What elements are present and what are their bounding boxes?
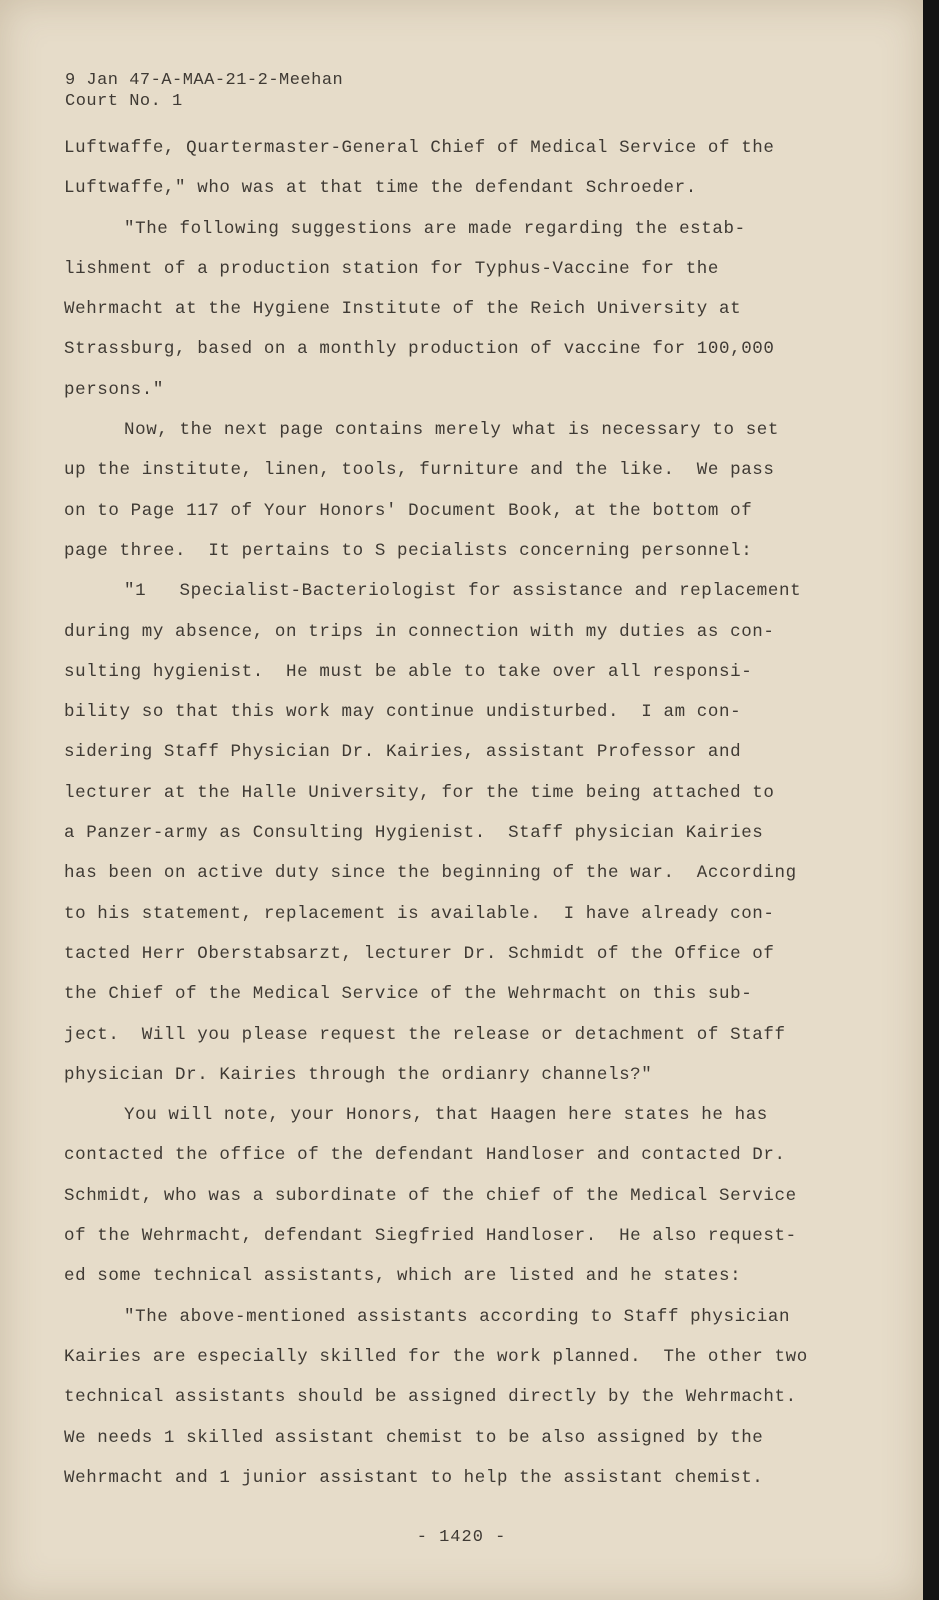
header-court-line: Court No. 1 <box>65 92 183 111</box>
text-line: Luftwaffe, Quartermaster-General Chief of Medical Service of the <box>64 138 775 158</box>
text-line: You will note, your Honors, that Haagen here states he has <box>124 1105 768 1126</box>
text-line: "The above-mentioned assistants according to Staff physician <box>124 1306 791 1327</box>
text-line: contacted the office of the defendant Handloser and contacted Dr. <box>64 1145 786 1166</box>
text-line: up the institute, linen, tools, furniture and the like. We pass <box>64 460 775 481</box>
text-line: to his statement, replacement is available. I have already con- <box>64 903 775 924</box>
text-line: persons." <box>64 379 164 400</box>
text-line: Strassburg, based on a monthly production of vaccine for 100,000 <box>64 339 775 360</box>
document-header <box>65 70 343 112</box>
text-line: has been on active duty since the beginning of the war. According <box>64 863 797 884</box>
text-line: physician Dr. Kairies through the ordianry channels?" <box>64 1064 653 1085</box>
text-line: page three. It pertains to S pecialists concerning personnel: <box>64 540 753 561</box>
page-number: - 1420 - <box>416 1528 507 1547</box>
text-line: We needs 1 skilled assistant chemist to be also assigned by the <box>64 1427 764 1448</box>
text-line: of the Wehrmacht, defendant Siegfried Handloser. He also request- <box>64 1226 797 1247</box>
text-line: during my absence, on trips in connection with my duties as con- <box>64 621 775 642</box>
text-line: technical assistants should be assigned directly by the Wehrmacht. <box>64 1387 797 1408</box>
text-line: Kairies are especially skilled for the work planned. The other two <box>64 1346 808 1367</box>
text-line: sidering Staff Physician Dr. Kairies, assistant Professor and <box>64 742 742 763</box>
header-session-line: 9 Jan 47-A-MAA-21-2-Meehan <box>65 71 344 90</box>
text-line: Luftwaffe," who was at that time the defendant Schroeder. <box>64 178 697 199</box>
text-line: Wehrmacht and 1 junior assistant to help the assistant chemist. <box>64 1467 764 1488</box>
text-line: sulting hygienist. He must be able to take over all responsi- <box>64 661 753 682</box>
text-line: "1 Specialist-Bacteriologist for assistance and replacement <box>124 581 802 602</box>
text-line: tacted Herr Oberstabsarzt, lecturer Dr. Schmidt of the Office of <box>64 943 775 964</box>
text-line: Schmidt, who was a subordinate of the chief of the Medical Service <box>64 1185 797 1206</box>
text-line: "The following suggestions are made regarding the estab- <box>124 218 746 239</box>
transcript-body <box>64 128 864 1498</box>
text-line: lishment of a production station for Typhus-Vaccine for the <box>64 258 720 279</box>
text-line: lecturer at the Halle University, for the time being attached to <box>64 782 775 803</box>
text-line: ject. Will you please request the release or detachment of Staff <box>64 1024 786 1045</box>
text-line: bility so that this work may continue undisturbed. I am con- <box>64 702 742 723</box>
text-line: Now, the next page contains merely what is necessary to set <box>124 420 780 441</box>
text-line: Wehrmacht at the Hygiene Institute of the Reich University at <box>64 299 742 320</box>
scan-border <box>923 0 939 1600</box>
text-line: on to Page 117 of Your Honors' Document Book, at the bottom of <box>64 500 753 521</box>
text-line: ed some technical assistants, which are listed and he states: <box>64 1266 742 1287</box>
text-line: the Chief of the Medical Service of the Wehrmacht on this sub- <box>64 984 753 1005</box>
text-line: a Panzer-army as Consulting Hygienist. Staff physician Kairies <box>64 823 764 844</box>
